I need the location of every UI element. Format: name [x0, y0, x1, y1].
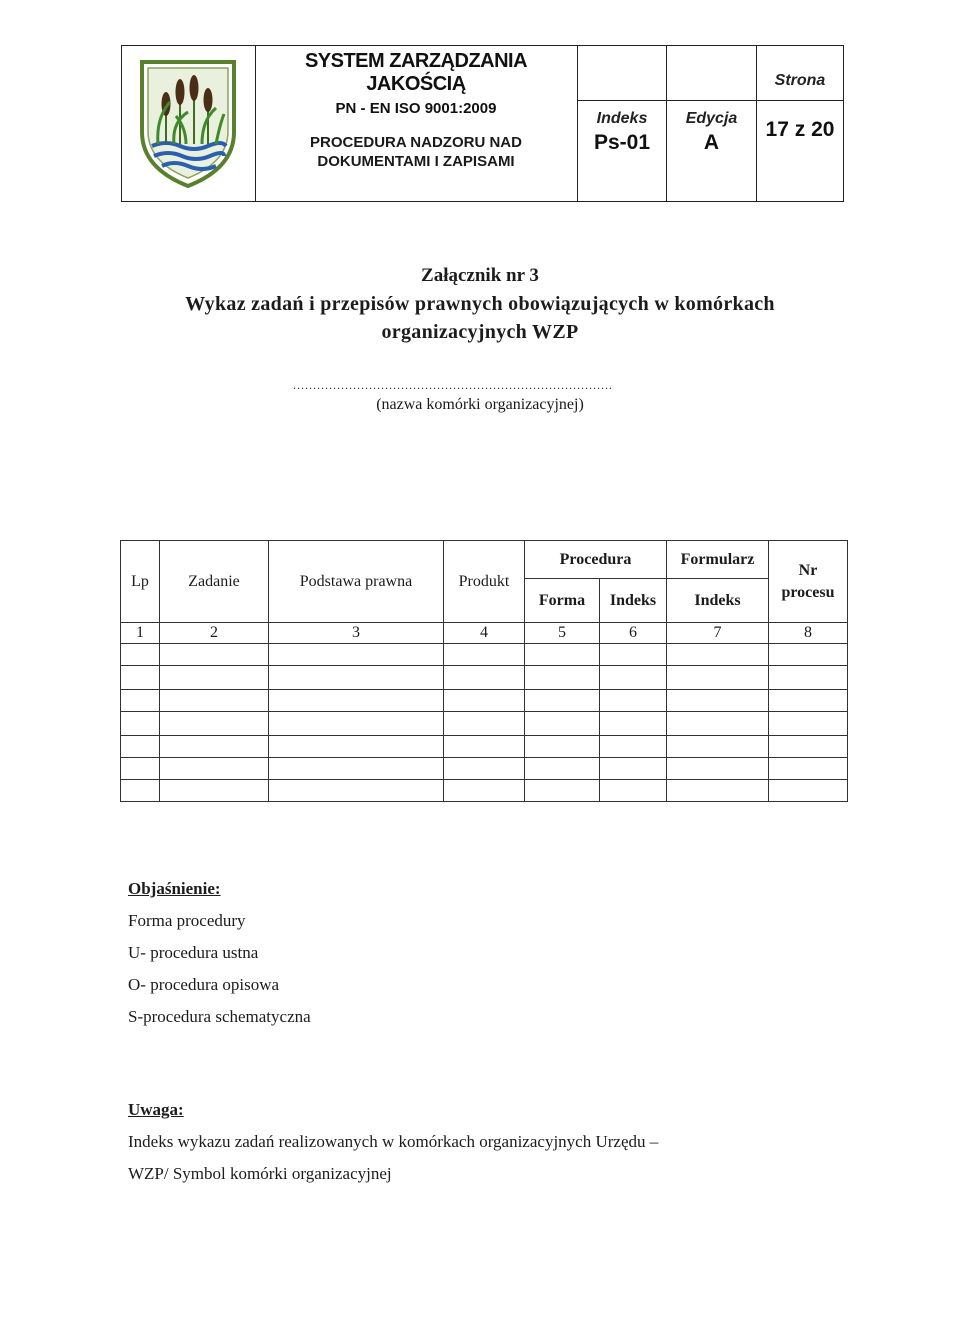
header-procesu: procesu [781, 583, 835, 601]
table-cell [667, 712, 769, 736]
edition-cell [667, 100, 756, 155]
table-cell [121, 712, 160, 736]
table-cell [269, 712, 444, 736]
column-number: 3 [269, 623, 444, 644]
table-cell [160, 780, 269, 802]
table-cell [600, 758, 667, 780]
table-cell [600, 666, 667, 690]
table-cell [667, 758, 769, 780]
header-lp: Lp [121, 541, 160, 623]
column-number: 8 [769, 623, 848, 644]
table-cell [600, 780, 667, 802]
header-indeks-formularz: Indeks [667, 579, 769, 623]
remark-line: WZP/ Symbol komórki organizacyjnej [128, 1164, 392, 1183]
table-cell [269, 758, 444, 780]
column-number: 2 [160, 623, 269, 644]
page-label: Strona [774, 72, 826, 89]
table-row [121, 690, 848, 712]
header-indeks-procedura: Indeks [600, 579, 667, 623]
table-cell [769, 666, 848, 690]
header-podstawa-prawna: Podstawa prawna [269, 541, 444, 623]
explanation-section [128, 873, 311, 1033]
explanation-line: O- procedura opisowa [128, 975, 280, 994]
column-number: 1 [121, 623, 160, 644]
table-cell [444, 758, 525, 780]
table-cell [769, 780, 848, 802]
table-cell [121, 736, 160, 758]
standard-label: PN - EN ISO 9001:2009 [335, 100, 497, 117]
explanation-line: U- procedura ustna [128, 943, 259, 962]
column-number: 6 [600, 623, 667, 644]
header-nr: Nr [798, 561, 818, 579]
table-cell [525, 666, 600, 690]
system-title: SYSTEM ZARZĄDZANIA JAKOŚCIĄ [304, 50, 528, 95]
column-number: 5 [525, 623, 600, 644]
table-cell [769, 736, 848, 758]
explanation-line: Forma procedury [128, 911, 246, 930]
table-cell [769, 644, 848, 666]
page-cell [757, 46, 843, 142]
header-nr-procesu [769, 541, 848, 623]
unit-name-fill-line: ................................................................................ [293, 378, 613, 392]
remark-section [128, 1094, 658, 1190]
table-cell [600, 712, 667, 736]
unit-name-caption: (nazwa komórki organizacyjnej) [376, 396, 584, 413]
index-value: Ps-01 [593, 131, 651, 154]
table-cell [667, 736, 769, 758]
table-cell [525, 780, 600, 802]
header-procedura: Procedura [525, 541, 667, 579]
table-cell [444, 712, 525, 736]
table-cell [525, 736, 600, 758]
edition-value: A [703, 131, 720, 154]
table-cell [600, 690, 667, 712]
table-header-row [121, 541, 848, 579]
table-cell [121, 758, 160, 780]
index-cell [578, 100, 666, 155]
table-cell [444, 736, 525, 758]
table-cell [121, 690, 160, 712]
table-cell [600, 644, 667, 666]
header-forma: Forma [525, 579, 600, 623]
table-cell [269, 780, 444, 802]
header-zadanie: Zadanie [160, 541, 269, 623]
table-cell [160, 758, 269, 780]
table-cell [525, 644, 600, 666]
column-number-row [121, 623, 848, 644]
table-cell [444, 644, 525, 666]
table-cell [600, 736, 667, 758]
empty-rows [121, 644, 848, 802]
table-row [121, 666, 848, 690]
table-cell [121, 644, 160, 666]
attachment-number: Załącznik nr 3 [421, 265, 539, 286]
index-label: Indeks [596, 110, 648, 127]
table-row [121, 736, 848, 758]
table-cell [525, 712, 600, 736]
table-cell [121, 666, 160, 690]
page-value: 17 z 20 [765, 118, 835, 141]
header-produkt: Produkt [444, 541, 525, 623]
cattail-reeds-shield-logo-icon [136, 58, 240, 190]
table-cell [444, 690, 525, 712]
table-cell [160, 736, 269, 758]
table-cell [269, 644, 444, 666]
table-cell [667, 690, 769, 712]
header-title-block [256, 50, 576, 171]
table-cell [160, 644, 269, 666]
table-cell [769, 690, 848, 712]
procedure-title-line2: DOKUMENTAMI I ZAPISAMI [317, 153, 515, 170]
procedure-title-line1: PROCEDURA NADZORU NAD [310, 134, 522, 151]
table-cell [769, 712, 848, 736]
table-cell [269, 736, 444, 758]
document-header [121, 45, 844, 202]
column-number: 7 [667, 623, 769, 644]
table-cell [121, 780, 160, 802]
table-row [121, 644, 848, 666]
table-cell [444, 780, 525, 802]
table-row [121, 758, 848, 780]
attachment-title [0, 262, 960, 346]
table-row [121, 780, 848, 802]
table-cell [269, 690, 444, 712]
table-cell [269, 666, 444, 690]
column-number: 4 [444, 623, 525, 644]
attachment-title-line3: organizacyjnych WZP [381, 321, 579, 343]
tasks-table [120, 540, 848, 802]
remark-heading: Uwaga: [128, 1100, 184, 1119]
table-cell [160, 712, 269, 736]
table-cell [667, 780, 769, 802]
explanation-heading: Objaśnienie: [128, 879, 221, 898]
table-cell [444, 666, 525, 690]
edition-label: Edycja [685, 110, 738, 127]
header-formularz: Formularz [667, 541, 769, 579]
table-row [121, 712, 848, 736]
table-cell [160, 690, 269, 712]
remark-line: Indeks wykazu zadań realizowanych w komórkach organizacyjnych Urzędu – [128, 1132, 659, 1151]
attachment-title-line2: Wykaz zadań i przepisów prawnych obowiązujących w komórkach [185, 293, 775, 315]
table-cell [160, 666, 269, 690]
table-cell [667, 644, 769, 666]
table-cell [667, 666, 769, 690]
table-cell [769, 758, 848, 780]
explanation-line: S-procedura schematyczna [128, 1007, 311, 1026]
table-cell [525, 690, 600, 712]
table-cell [525, 758, 600, 780]
